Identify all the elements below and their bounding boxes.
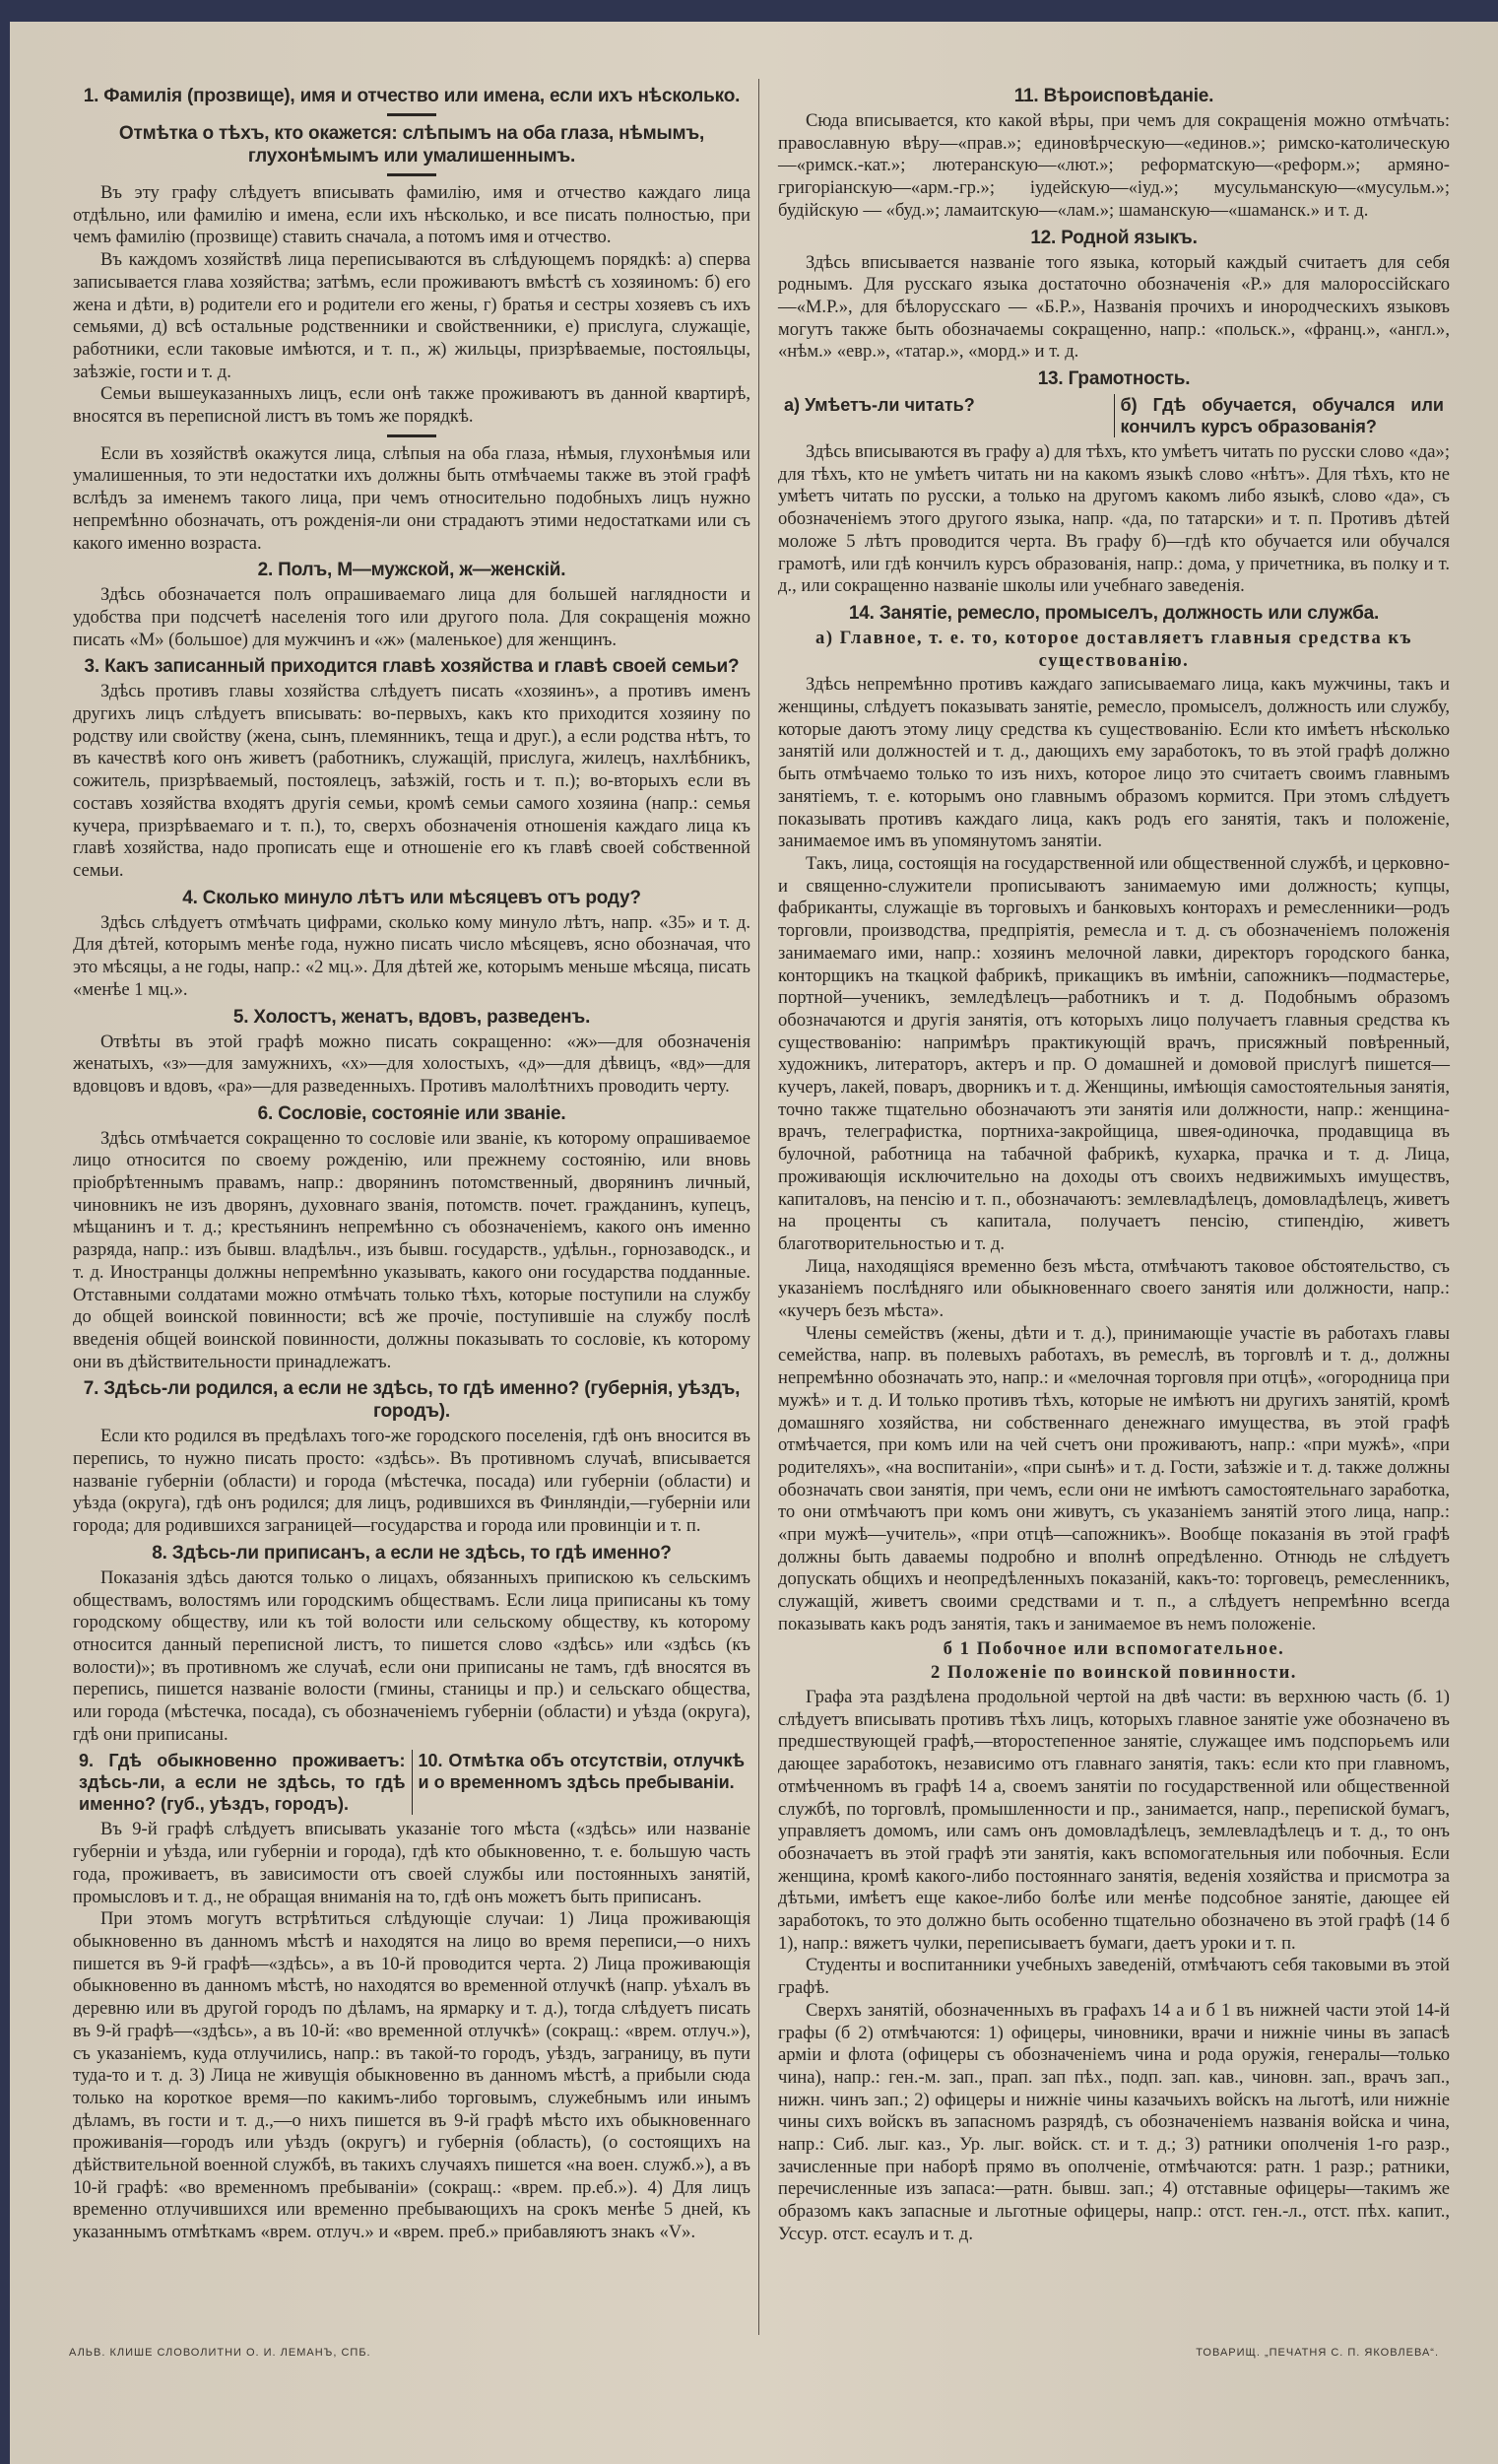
- section-heading: 12. Родной языкъ.: [1030, 227, 1198, 248]
- paragraph: Такъ, лица, состоящія на государственной или общественной службѣ, и церковно-и священно-служители прописываютъ занимаемую ими должность; купцы, фабриканты, служащіе въ торговыхъ и банковыхъ конторахъ и ремесленники—родъ торговли, производства, предпріятія, ремесла и т. д. съ обозначеніемъ положенія занимаемаго ими, напр.: хозяинъ мелочной лавки, директоръ городского банка, конторщикъ на ткацкой фабрикѣ, прикащикъ въ имѣніи, сапожникъ—подмастерье, портной—ученикъ, земледѣлецъ—работникъ и т. д. Подобнымъ образомъ обозначаются и другія занятія, отъ которыхъ лицо получаетъ главныя средства къ существованію: напримѣръ практикующій врачъ, присяжный повѣренный, художникъ, литераторъ, актеръ и пр. О домашней и домовой прислугѣ пишется—кучеръ, лакей, поваръ, дворникъ и т. д. Женщины, имѣющія самостоятельныя занятія, точно также тщательно обозначаютъ эти занятія или должности, напр.: женщина-врачъ, телеграфистка, портниха-закройщица, швея-одиночка, продавщица въ булочной, работница на табачной фабрикѣ, кухарка, прачка и т. д. Лица, проживающія исключительно на доходы отъ своихъ недвижимыхъ имуществъ, капиталовъ, на пенсію и т. п., обозначаютъ: землевладѣлецъ, домовладѣлецъ, живетъ на проценты съ капитала, получаетъ пенсію, стипендію, живетъ благотворительностью и т. д.: [778, 852, 1450, 1254]
- paragraph: Здѣсь обозначается полъ опрашиваемаго лица для большей наглядности и удобства при подсчетѣ населенія того или другого пола. Для сокращенія можно писать «М» (большое) для мужчинъ и «ж» (маленькое) для женщинъ.: [73, 584, 750, 650]
- section-heading: 1. Фамилія (прозвище), имя и отчество или имена, если ихъ нѣсколько.: [83, 86, 741, 106]
- paragraph: Въ 9-й графѣ слѣдуетъ вписывать указаніе того мѣста («здѣсь» или названіе губерніи и уѣзда, или губерніи и города), гдѣ кто обыкновенно, т. е. большую часть года, проживаетъ, въ зависимости отъ своей службы или постоянныхъ занятій, промысловъ и т. д., не обращая вниманія на то, гдѣ онъ можетъ быть приписанъ.: [73, 1819, 750, 1907]
- paragraph: Графа эта раздѣлена продольной чертой на двѣ части: въ верхнюю часть (б. 1) слѣдуетъ вписывать противъ тѣхъ лицъ, которыхъ главное занятіе уже обозначено въ предшествующей графѣ,—второстепенное занятіе, служащее имъ подспорьемъ или дающее заработокъ, независимо отъ главнаго занятія, такъ: если кто при главномъ, отмѣченномъ въ графѣ 14 а, своемъ занятіи по государственной или общественной службѣ, по торговлѣ, промышленности и пр., занимается, напр., перепиской бумагъ, управляетъ домомъ, или самъ онъ домовладѣлецъ, землевладѣлецъ и т. д., то онъ обозначаетъ въ этой графѣ эти занятія, какъ вспомогательныя или побочныя. Если женщина, кромѣ какого-либо постояннаго занятія, веденія хозяйства и присмотра за дѣтьми, имѣетъ еще какое-либо болѣе или менѣе подсобное занятіе, дающее ей заработокъ, то это должно быть особенно тщательно обозначено въ этой графѣ (14 б 1), напр.: вяжетъ чулки, переписываетъ бумаги, даетъ уроки и т. п.: [778, 1687, 1450, 1954]
- subsection-heading: б 1 Побочное или вспомогательное.: [943, 1637, 1285, 1659]
- paragraph: Здѣсь слѣдуетъ отмѣчать цифрами, сколько кому минуло лѣтъ, напр. «35» и т. д. Для дѣтей, которымъ менѣе года, нужно писать число мѣсяцевъ, ясно обозначая, что это мѣсяцы, а не годы, напр.: «2 мц.». Для дѣтей же, которымъ меньше мѣсяца, писать «менѣе 1 мц.».: [73, 911, 750, 1000]
- section-heading: 8. Здѣсь-ли приписанъ, а если не здѣсь, то гдѣ именно?: [152, 1542, 672, 1564]
- section-heading: 11. Вѣроисповѣданіе.: [1013, 86, 1214, 106]
- printer-imprint-right: ТОВАРИЩ. „ПЕЧАТНЯ С. П. ЯКОВЛЕВА“.: [1196, 2347, 1439, 2359]
- census-instruction-sheet: [10, 22, 1498, 2464]
- paragraph: Показанія здѣсь даются только о лицахъ, обязанныхъ припискою къ сельскимъ обществамъ, волостямъ или городскимъ обществамъ. Если лица приписаны къ тому городскому обществу, или къ той волости или сельскому обществу, къ которому относится данный переписной листъ, то пишется слово «здѣсь» или «здѣсь (къ волости)»; въ противномъ же случаѣ, если они приписаны не тамъ, гдѣ вносятся въ перепись, пишется названіе волости (гмины, станицы и пр.) и сельскаго общества, или города (мѣстечка, посада), съ обозначеніемъ губерніи (области) и уѣзда (округа), гдѣ они приписаны.: [73, 1566, 750, 1745]
- section-heading: Отмѣтка о тѣхъ, кто окажется: слѣпымъ на оба глаза, нѣмымъ, глухонѣмымъ или умалишеннымъ.: [118, 123, 705, 166]
- separator-rule: [387, 113, 436, 116]
- paragraph: Студенты и воспитанники учебныхъ заведеній, отмѣчаютъ себя таковыми въ этой графѣ.: [778, 1955, 1450, 1999]
- printer-imprint-left: АЛЬВ. КЛИШЕ СЛОВОЛИТНИ О. И. ЛЕМАНЪ, СПБ.: [69, 2347, 371, 2359]
- right-column: [778, 81, 1450, 2246]
- paragraph: Въ эту графу слѣдуетъ вписывать фамилію, имя и отчество каждаго лица отдѣльно, или фамилію и имена, если ихъ нѣсколько, и все писать полностью, при чемъ фамилію (прозвище) ставить сначала, а потомъ имя и отчество.: [73, 182, 750, 248]
- split-heading: [73, 1750, 750, 1815]
- section-heading: 14. Занятіе, ремесло, промыселъ, должность или служба.: [848, 602, 1380, 624]
- paragraph: При этомъ могутъ встрѣтиться слѣдующіе случаи: 1) Лица проживающія обыкновенно въ данномъ мѣстѣ и находятся на лицо во время переписи,—о нихъ пишется въ 9-й графѣ—«здѣсь», а въ 10-й проводится черта. 2) Лица проживающія обыкновенно въ данномъ мѣстѣ, но находятся во временной отлучкѣ (напр. уѣхалъ въ деревню или въ другой городъ по дѣламъ, на ярмарку и т. д.), тогда слѣдуетъ писать въ 9-й графѣ—«здѣсь», а въ 10-й: «во временной отлучкѣ» (сокращ.: «врем. отлуч.»), съ указаніемъ, куда отлучились, напр.: въ такой-то городъ, уѣздъ, заграницу, въ пути туда-то и т. д. 3) Лица не живущія обыкновенно въ данномъ мѣстѣ, а прибыли сюда только на короткое время—по какимъ-либо торговымъ, служебнымъ или инымъ дѣламъ, въ гости и т. д.,—о нихъ пишется въ 9-й графѣ мѣсто ихъ обыкновеннаго проживанія—городъ или уѣздъ (округъ) и губернія (область), (о состоящихъ на дѣйствительной военной службѣ, въ такихъ случаяхъ пишется «на воен. служб.»), а въ 10-й графѣ: «во временномъ пребываніи» (сокращ.: «врем. пр.еб.»). 4) Для лицъ временно отлучившихся или временно пребывающихъ на срокъ менѣе 5 дней, къ указаннымъ отмѣткамъ «врем. отлуч.» и «врем. преб.» прибавляютъ знакъ «V».: [73, 1908, 750, 2243]
- paragraph: Семьи вышеуказанныхъ лицъ, если онѣ также проживаютъ въ данной квартирѣ, вносятся въ переписной листъ въ томъ же порядкѣ.: [73, 383, 750, 428]
- paragraph: Лица, находящіяся временно безъ мѣста, отмѣчаютъ таковое обстоятельство, съ указаніемъ послѣдняго или обыкновеннаго своего занятія или должности, напр.: «кучеръ безъ мѣста».: [778, 1255, 1450, 1322]
- section-heading: 4. Сколько минуло лѣтъ или мѣсяцевъ отъ роду?: [182, 887, 641, 908]
- section-heading: 3. Какъ записанный приходится главѣ хозяйства и главѣ своей семьи?: [84, 656, 740, 678]
- section-heading: 13. Грамотность.: [1037, 368, 1191, 390]
- section-heading: б) Гдѣ обучается, обучался или кончилъ курсъ образованія?: [1120, 395, 1444, 437]
- column-divider: [758, 79, 759, 2335]
- paragraph: Если кто родился въ предѣлахъ того-же городского поселенія, гдѣ онъ вносится въ перепись, то нужно писать просто: «здѣсь». Въ противномъ случаѣ, вписывается названіе губерніи (области) и города (мѣстечка, посада) или губерніи (области) и уѣзда (округа), гдѣ онъ родился; для лицъ, родившихся въ Финляндіи,—губерніи или города; для родившихся заграницей—государства и города или провинціи и т. п.: [73, 1426, 750, 1537]
- section-heading: 9. Гдѣ обыкновенно проживаетъ: здѣсь-ли, а если не здѣсь, то гдѣ именно? (губ., уѣздъ, городъ).: [73, 1750, 413, 1815]
- paragraph: Сюда вписывается, кто какой вѣры, при чемъ для сокращенія можно отмѣчать: православную вѣру—«прав.»; единовѣрческую—«единов.»; римско-католическую—«римск.-кат.»; лютеранскую—«лют.»; реформатскую—«реформ.»; армяно-григоріанскую—«арм.-гр.»; іудейскую—«іуд.»; мусульманскую—«мусульм.»; будійскую — «буд.»; ламаитскую—«лам.»; шаманскую—«шаманск.» и т. д.: [778, 110, 1450, 221]
- section-heading: 10. Отмѣтка объ отсутствіи, отлучкѣ и о временномъ здѣсь пребываніи.: [418, 1751, 745, 1793]
- paragraph: Здѣсь отмѣчается сокращенно то сословіе или званіе, къ которому опрашиваемое лицо относится по своему рожденію, или прежнему состоянію, или вновь пріобрѣтеннымъ правамъ, напр.: дворянинъ потомственный, дворянинъ личный, чиновникъ не изъ дворянъ, духовнаго званія, потомств. почет. гражданинъ, купецъ, мѣщанинъ и т. д.; крестьянинъ непремѣнно съ обозначеніемъ, какого онъ именно разряда, напр.: изъ бывш. владѣльч., изъ бывш. государств., удѣльн., горнозаводск., и т. д. Иностранцы должны непремѣнно указывать, какого они государства подданные. Отставными солдатами можно отмѣчать только тѣхъ, которые поступили на службу до общей воинской повинности; всѣ же прочіе, поступившіе на службу послѣ введенія общей воинской повинности, должны показывать то сословіе, къ которому они въ дѣйствительности принадлежатъ.: [73, 1127, 750, 1372]
- section-heading: 2. Полъ, М—мужской, ж—женскій.: [257, 560, 566, 581]
- separator-rule: [387, 434, 436, 437]
- paragraph: Члены семействъ (жены, дѣти и т. д.), принимающіе участіе въ работахъ главы семейства, напр. въ полевыхъ работахъ, въ ремеслѣ, въ торговлѣ и т. д., должны непремѣнно обозначать это, напр.: и «мелочная торговля при отцѣ», «огородница при мужѣ» и т. д. И только противъ тѣхъ, которые не имѣютъ ни другихъ занятій, кромѣ домашняго хозяйства, ни собственнаго денежнаго имущества, въ этой графѣ отмѣчается, при комъ или на чей счетъ они проживаютъ, напр.: «при мужѣ», «при родителяхъ», «на воспитаніи», «при сынѣ» и т. д. Гости, заѣзжіе и т. д. также должны обозначать свои занятія, при чемъ, если они не имѣютъ самостоятельнаго заработка, то они отмѣчаютъ при комъ они живутъ, съ указаніемъ занятій этого лица, напр.: «при мужѣ—учитель», «при отцѣ—сапожникъ». Вообще показанія въ этой графѣ должны быть даваемы подробно и вполнѣ опредѣленно. Отнюдь не слѣдуетъ допускать общихъ и неопредѣленныхъ показаній, какъ-то: торговецъ, ремесленникъ, служащій, живетъ своими средствами и т. п., а слѣдуетъ непремѣнно всегда показывать какъ родъ занятія, такъ и занимаемое въ немъ положеніе.: [778, 1322, 1450, 1634]
- section-heading: 6. Сословіе, состояніе или званіе.: [257, 1102, 566, 1124]
- subsection-heading: а) Главное, т. е. то, которое доставляетъ главныя средства къ существованію.: [815, 627, 1412, 671]
- paragraph: Здѣсь вписывается названіе того языка, который каждый считаетъ для себя роднымъ. Для русскаго языка достаточно обозначенія «Р.» для малороссійскаго—«М.Р.», для бѣлорусскаго — «Б.Р.», Названія прочихъ и инородческихъ языковъ могутъ также быть обозначаемы сокращенно, напр.: «польск.», «франц.», «англ.», «нѣм.» «евр.», «татар.», «морд.» и т. д.: [778, 251, 1450, 363]
- paragraph: Отвѣты въ этой графѣ можно писать сокращенно: «ж»—для обозначенія женатыхъ, «з»—для замужнихъ, «х»—для холостыхъ, «д»—для дѣвицъ, «вд»—для вдовцовъ и вдовъ, «ра»—для разведенныхъ. Противъ малолѣтнихъ проводить черту.: [73, 1031, 750, 1097]
- paragraph: Сверхъ занятій, обозначенныхъ въ графахъ 14 а и б 1 въ нижней части этой 14-й графы (б 2) отмѣчаются: 1) офицеры, чиновники, врачи и нижніе чины въ запасѣ арміи и флота (офицеры съ обозначеніемъ чина и рода оружія, генералы—только чина), напр.: ген.-м. зап., прап. зап пѣх., подп. зап. кав., чиновн. зап., врачъ зап., нижн. чинъ зап.; 2) офицеры и нижніе чины казачьихъ войскъ на льготѣ, или нижніе чины сихъ войскъ въ запасномъ разрядѣ, съ обозначеніемъ названія войска и чина, напр.: Сиб. лыг. каз., Ур. лыг. войск. ст. и т. д.; 3) ратники ополченія 1-го разр., зачисленные при наборѣ прямо въ ополченіе, отмѣчаются: ратн. 1 разр.; ратники, перечисленные изъ запаса:—ратн. бывш. зап.; 4) отставные офицеры—такимъ же образомъ какъ запасные и льготные офицеры, напр.: отст. ген.-л., отст. пѣх. капит., Уссур. отст. есаулъ и т. д.: [778, 1999, 1450, 2244]
- section-heading: 7. Здѣсь-ли родился, а если не здѣсь, то гдѣ именно? (губернія, уѣздъ, городъ).: [83, 1378, 741, 1423]
- paragraph: Въ каждомъ хозяйствѣ лица переписываются въ слѣдующемъ порядкѣ: а) сперва записывается глава хозяйства; затѣмъ, если проживаютъ вмѣстѣ съ хозяиномъ: б) его жена и дѣти, в) родители его и родители его жены, г) братья и сестры хозяевъ съ ихъ семьями, д) всѣ остальные родственники и свойственники, е) прислуга, служащіе, работники, если таковые имѣются, и т. п., ж) жильцы, призрѣваемые, постояльцы, заѣзжіе, гости и т. д.: [73, 249, 750, 382]
- paragraph: Здѣсь противъ главы хозяйства слѣдуетъ писать «хозяинъ», а противъ именъ другихъ лицъ слѣдуетъ вписывать: во-первыхъ, какъ кто приходится хозяину по родству или свойству (жена, сынъ, племянникъ, теща и друг.), а если родства нѣтъ, то въ качествѣ кого онъ живетъ (работникъ, служащій, прислуга, жилецъ, нахлѣбникъ, сожитель, призрѣваемый, постоялецъ, заѣзжій, гость и т. п.); во-вторыхъ если въ составъ хозяйства входятъ другія семьи, кромѣ семьи самого хозяина (напр.: семья кучера, призрѣваемаго и т. п.), то, сверхъ обозначенія отношенія каждаго лица къ главѣ хозяйства, надо прописать еще и отношеніе его къ главѣ своей собственной семьи.: [73, 681, 750, 881]
- subsection-heading: 2 Положеніе по воинской повинности.: [931, 1662, 1297, 1684]
- paragraph: Если въ хозяйствѣ окажутся лица, слѣпыя на оба глаза, нѣмыя, глухонѣмыя или умалишенныя, то эти недостатки ихъ должны быть отмѣчаемы также въ этой графѣ вслѣдъ за именемъ такого лица, при чемъ относительно подобныхъ лицъ нужно непремѣнно обозначать, отъ рожденія-ли они страдаютъ этими недостатками или съ какого именно возраста.: [73, 442, 750, 554]
- separator-rule: [387, 173, 436, 176]
- section-heading: 5. Холостъ, женатъ, вдовъ, разведенъ.: [232, 1006, 591, 1028]
- split-heading: [778, 394, 1450, 437]
- paragraph: Здѣсь непремѣнно противъ каждаго записываемаго лица, какъ мужчины, такъ и женщины, слѣдуетъ показывать занятіе, ремесло, промыселъ, должность или службу, которые даютъ этому лицу средства къ существованію. Если кто имѣетъ нѣсколько занятій или должностей и т. д., дающихъ ему заработокъ, то въ этой графѣ должно быть отмѣчаемо только то изъ нихъ, которое лицо это считаетъ своимъ главнымъ занятіемъ, т. е. которымъ оно главнымъ образомъ кормится. При этомъ слѣдуетъ показывать противъ каждаго лица, какъ родъ его занятія, такъ и положеніе, занимаемое имъ въ упомянутомъ занятіи.: [778, 674, 1450, 852]
- section-heading: а) Умѣетъ-ли читать?: [778, 394, 1115, 437]
- left-column: [73, 81, 750, 2244]
- paragraph: Здѣсь вписываются въ графу а) для тѣхъ, кто умѣетъ читать по русски слово «да»; для тѣхъ, кто не умѣетъ читать ни на какомъ языкѣ слово «нѣтъ». Для тѣхъ, кто не умѣетъ читать по русски, а только на другомъ какомъ либо языкѣ, слово «да», съ обозначеніемъ этого другого языка, напр. «да, по татарски» и т. п. Противъ дѣтей моложе 5 лѣтъ проводится черта. Въ графу б)—гдѣ кто обучается или обучался грамотѣ, или гдѣ кончилъ курсъ образованія, напр.: дома, у причетника, въ полку и т. д., или сокращенно названіе школы или учебнаго заведенія.: [778, 441, 1450, 597]
